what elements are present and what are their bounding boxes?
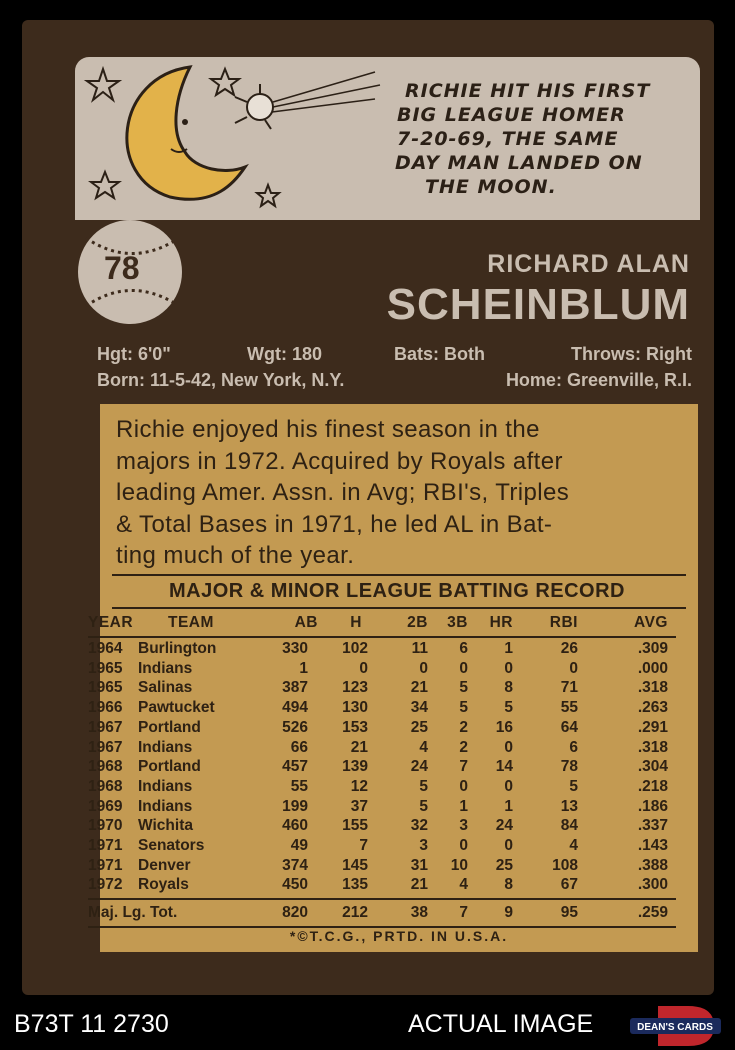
star	[87, 69, 119, 100]
stats-row	[88, 739, 688, 759]
cell-rbi: 13	[560, 797, 578, 815]
cell-team: Denver	[138, 856, 191, 874]
cell-year: 1970	[88, 817, 123, 835]
star	[257, 185, 279, 206]
header-year: YEAR	[88, 614, 134, 631]
header-avg: AVG	[634, 614, 668, 631]
cell-3b: 7	[459, 758, 468, 776]
cell-team: Indians	[138, 738, 193, 756]
cell-h: 0	[359, 659, 368, 677]
cell-hr: 8	[504, 876, 513, 894]
total-3b: 7	[459, 904, 468, 921]
cell-avg: .309	[637, 640, 668, 657]
stats-row	[88, 719, 688, 739]
cell-ab: 457	[282, 758, 308, 776]
cell-2b: 4	[419, 738, 428, 756]
cell-team: Pawtucket	[138, 699, 215, 717]
cell-year: 1972	[88, 876, 123, 894]
stats-row	[88, 837, 688, 857]
bio-text	[116, 414, 676, 572]
moon-cartoon-illustration	[75, 57, 405, 220]
stats-row	[88, 857, 688, 877]
header-3b: 3B	[447, 614, 468, 631]
actual-image-label: ACTUAL IMAGE	[408, 1010, 594, 1038]
bio-line: leading Amer. Assn. in Avg; RBI's, Triples	[116, 479, 570, 506]
bats-label: Bats: Both	[394, 344, 485, 364]
cell-3b: 0	[459, 659, 468, 677]
total-hr: 9	[504, 904, 513, 921]
moon-eye	[182, 119, 188, 125]
stats-row	[88, 640, 688, 660]
total-2b: 38	[410, 904, 428, 921]
cell-avg: .318	[637, 679, 668, 697]
home-label: Home: Greenville, R.I.	[505, 370, 692, 390]
cell-team: Senators	[138, 837, 205, 854]
cell-team: Portland	[138, 758, 201, 776]
cell-year: 1965	[88, 679, 123, 697]
cartoon-line: RICHIE HIT HIS FIRST	[405, 80, 651, 102]
cell-3b: 2	[459, 718, 468, 736]
cell-team: Indians	[138, 797, 193, 815]
stats-row	[88, 817, 688, 837]
deans-cards-logo	[628, 1004, 723, 1048]
record-title: MAJOR & MINOR LEAGUE BATTING RECORD	[168, 580, 625, 602]
cell-ab: 49	[290, 837, 308, 854]
cell-hr: 8	[504, 679, 513, 697]
cell-hr: 0	[504, 837, 513, 854]
cell-hr: 1	[504, 797, 513, 815]
cell-2b: 11	[411, 640, 428, 657]
total-rbi: 95	[560, 904, 578, 921]
bio-line: & Total Bases in 1971, he led AL in Bat-	[116, 510, 553, 538]
header-h: H	[350, 614, 362, 631]
bio-line: Richie enjoyed his finest season in the	[116, 416, 540, 443]
star	[211, 69, 239, 95]
cell-2b: 25	[410, 718, 428, 736]
cell-rbi: 71	[560, 679, 578, 697]
height-label: Hgt: 6'0"	[97, 344, 171, 364]
bio-line: majors in 1972. Acquired by Royals after	[116, 447, 563, 475]
cell-team: Indians	[138, 777, 193, 795]
copyright-line: *©T.C.G., PRTD. IN U.S.A.	[289, 928, 509, 944]
cell-hr: 0	[504, 738, 513, 756]
cell-year: 1971	[88, 837, 123, 854]
cell-rbi: 5	[569, 777, 578, 795]
cell-ab: 387	[282, 679, 308, 697]
total-label: Maj. Lg. Tot.	[88, 904, 178, 921]
cell-team: Royals	[138, 876, 189, 894]
cell-h: 12	[350, 777, 368, 795]
cell-h: 123	[342, 679, 368, 697]
cell-2b: 0	[419, 659, 428, 677]
cell-3b: 5	[459, 699, 468, 717]
cartoon-line: BIG LEAGUE HOMER	[397, 104, 626, 126]
cartoon-line: DAY MAN LANDED ON	[395, 152, 643, 174]
cell-h: 130	[342, 699, 368, 717]
throws-label: Throws: Right	[571, 344, 692, 364]
cell-3b: 0	[459, 837, 468, 854]
cell-3b: 2	[459, 738, 468, 756]
cell-rbi: 108	[552, 856, 578, 874]
cell-3b: 6	[459, 640, 468, 657]
cell-hr: 1	[504, 640, 513, 657]
cell-avg: .263	[637, 699, 668, 717]
cell-h: 37	[350, 797, 368, 815]
cell-ab: 55	[290, 777, 308, 795]
divider	[112, 574, 686, 576]
divider	[88, 636, 676, 638]
logo-text: DEAN'S CARDS	[637, 1022, 713, 1033]
cell-hr: 5	[504, 699, 513, 717]
cell-ab: 526	[282, 718, 308, 736]
card-number: 78	[104, 250, 140, 286]
stats-row	[88, 778, 688, 798]
cell-rbi: 6	[569, 738, 578, 756]
stats-row	[88, 758, 688, 778]
born-label: Born: 11-5-42, New York, N.Y.	[97, 370, 345, 390]
cell-year: 1969	[88, 797, 123, 815]
cell-avg: .143	[637, 837, 668, 854]
speed-lines	[272, 72, 380, 112]
cell-2b: 5	[419, 777, 428, 795]
cell-ab: 460	[282, 817, 308, 835]
baseball-drawing	[247, 94, 273, 120]
cell-h: 145	[342, 856, 368, 874]
cell-hr: 14	[495, 758, 513, 776]
cell-ab: 494	[282, 699, 308, 717]
cell-hr: 0	[504, 659, 513, 677]
cell-h: 7	[359, 837, 368, 854]
header-hr: HR	[489, 614, 513, 631]
cell-team: Burlington	[138, 640, 217, 657]
cell-year: 1971	[88, 856, 123, 874]
cell-avg: .291	[637, 718, 668, 736]
cell-3b: 0	[459, 777, 468, 795]
cell-2b: 3	[419, 837, 428, 854]
header-ab: AB	[294, 614, 318, 631]
inventory-code: B73T 11 2730	[14, 1010, 169, 1038]
cell-2b: 31	[410, 856, 428, 874]
cell-ab: 374	[282, 856, 308, 874]
cell-3b: 10	[450, 856, 468, 874]
cell-rbi: 64	[560, 718, 578, 736]
cell-year: 1968	[88, 777, 123, 795]
cell-ab: 66	[290, 738, 308, 756]
cell-2b: 5	[419, 797, 428, 815]
cell-hr: 24	[495, 817, 513, 835]
header-team: TEAM	[168, 614, 214, 631]
cell-rbi: 0	[569, 659, 578, 677]
header-2b: 2B	[407, 614, 428, 631]
stats-row	[88, 660, 688, 680]
cell-year: 1964	[88, 640, 123, 657]
cell-h: 155	[342, 817, 368, 835]
cell-h: 139	[342, 758, 368, 776]
cell-ab: 450	[282, 876, 308, 894]
divider	[88, 898, 676, 900]
cell-rbi: 4	[569, 837, 578, 854]
header-rbi: RBI	[549, 614, 578, 631]
cell-rbi: 67	[560, 876, 578, 894]
cell-team: Wichita	[138, 817, 193, 835]
cell-hr: 25	[495, 856, 513, 874]
weight-label: Wgt: 180	[247, 344, 323, 364]
cell-h: 135	[342, 876, 368, 894]
divider	[112, 607, 686, 609]
cell-2b: 21	[410, 876, 428, 894]
cell-avg: .337	[637, 817, 668, 835]
cartoon-line: THE MOON.	[425, 176, 557, 198]
cell-h: 21	[350, 738, 368, 756]
bio-panel	[88, 404, 698, 952]
stats-header-row	[88, 614, 688, 634]
cell-h: 102	[342, 640, 368, 657]
cell-year: 1965	[88, 659, 123, 677]
cell-ab: 330	[282, 640, 308, 657]
stats-row	[88, 679, 688, 699]
total-avg: .259	[637, 904, 668, 921]
total-ab: 820	[282, 904, 308, 921]
cell-avg: .218	[637, 777, 668, 795]
player-last-name: SCHEINBLUM	[386, 280, 690, 329]
cartoon-panel	[75, 57, 700, 220]
stats-row	[88, 699, 688, 719]
cell-year: 1967	[88, 718, 123, 736]
cell-avg: .300	[637, 876, 668, 894]
cell-rbi: 26	[560, 640, 578, 657]
cell-avg: .000	[637, 659, 668, 677]
cell-team: Portland	[138, 718, 201, 736]
cell-team: Salinas	[138, 679, 193, 697]
cell-rbi: 55	[560, 699, 578, 717]
cartoon-caption	[395, 79, 695, 199]
cell-hr: 0	[504, 777, 513, 795]
star	[91, 172, 119, 198]
cell-avg: .318	[637, 738, 668, 756]
cell-year: 1967	[88, 738, 123, 756]
cell-hr: 16	[495, 718, 513, 736]
cell-2b: 24	[410, 758, 428, 776]
total-row	[88, 904, 688, 924]
cartoon-line: 7-20-69, THE SAME	[397, 128, 619, 150]
cell-team: Indians	[138, 659, 193, 677]
cell-ab: 1	[299, 659, 308, 677]
cell-rbi: 84	[560, 817, 578, 835]
stats-row	[88, 798, 688, 818]
moon-shape	[127, 67, 245, 199]
cell-2b: 32	[410, 817, 428, 835]
cell-h: 153	[342, 718, 368, 736]
player-first-name: RICHARD ALAN	[487, 250, 690, 278]
cell-3b: 1	[459, 797, 468, 815]
cell-ab: 199	[282, 797, 308, 815]
cell-year: 1968	[88, 758, 123, 776]
cell-year: 1966	[88, 699, 123, 717]
cell-2b: 21	[410, 679, 428, 697]
total-h: 212	[342, 904, 368, 921]
cell-3b: 5	[459, 679, 468, 697]
cell-3b: 4	[459, 876, 468, 894]
bio-line: ting much of the year.	[116, 542, 355, 569]
cell-avg: .388	[637, 856, 668, 874]
cell-avg: .304	[637, 758, 668, 776]
cell-2b: 34	[410, 699, 428, 717]
stats-row	[88, 876, 688, 896]
cell-3b: 3	[459, 817, 468, 835]
cell-avg: .186	[637, 797, 668, 815]
cell-rbi: 78	[560, 758, 578, 776]
